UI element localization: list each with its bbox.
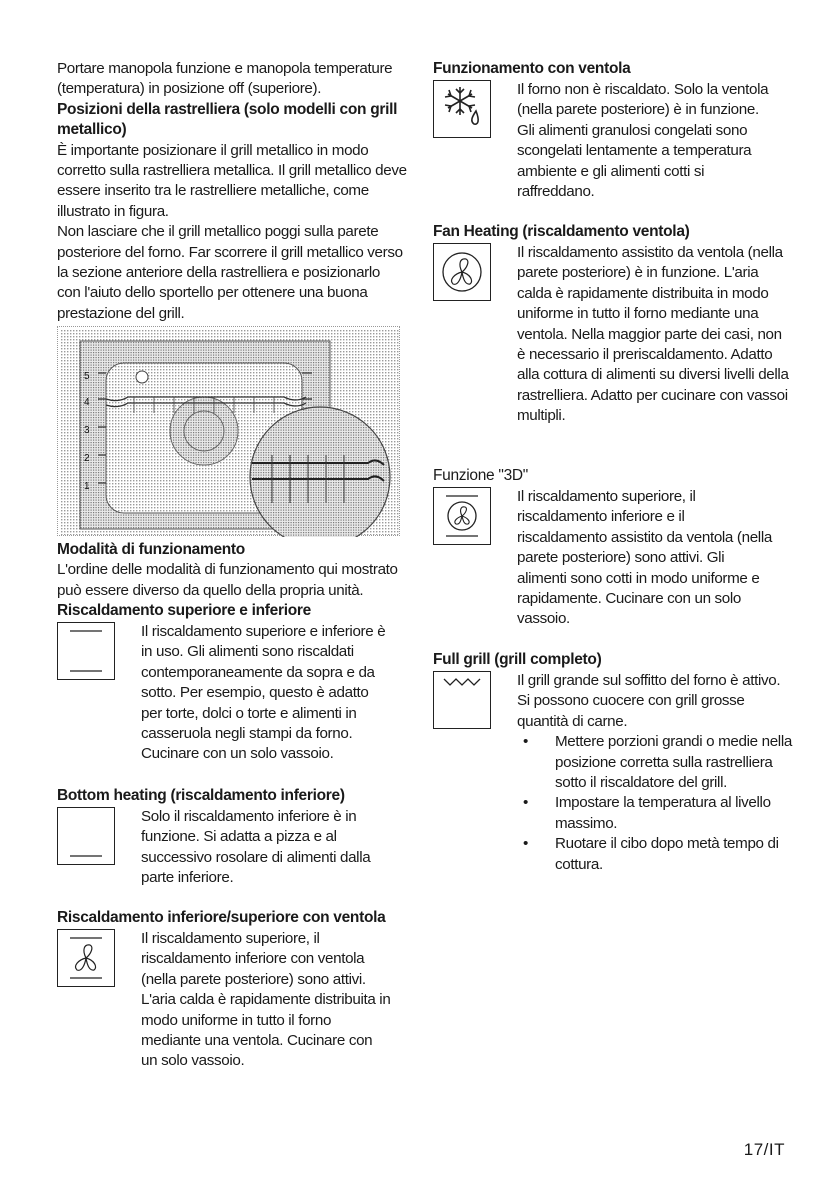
full-grill-icon: [433, 671, 491, 729]
fan-top-bottom-icon: [57, 929, 115, 987]
mode-top-bottom-fan: [57, 908, 407, 1078]
list-item: • Mettere porzioni grandi o medie nella posizione corretta sulla rastrelliera sotto il riscaldatore del grill.: [523, 733, 792, 792]
oven-rack-figure: [57, 326, 400, 536]
modes-intro-block: [57, 540, 407, 601]
mode-title: Bottom heating (riscaldamento inferiore): [57, 787, 345, 804]
mode-top-bottom-heating: [57, 601, 407, 771]
mode-title: Full grill (grill completo): [433, 651, 602, 668]
level-label: 2: [84, 453, 90, 464]
mode-full-grill: [433, 650, 793, 900]
fan-heating-icon: [433, 243, 491, 301]
mode-title: Riscaldamento inferiore/superiore con ventola: [57, 909, 386, 926]
rack-paragraph-2: Non lasciare che il grill metallico poggi sulla parete posteriore del forno. Far scorrere il grill metallico verso la sezione anteriore della rastrelliera e posizionarlo con l'aiuto dello sportello per ottenere una buona prestazione del grill.: [57, 223, 403, 322]
mode-fan-only: [433, 59, 783, 209]
level-label: 5: [84, 371, 90, 382]
mode-title: Funzionamento con ventola: [433, 60, 631, 77]
rack-heading: Posizioni della rastrelliera (solo modelli con grill metallico): [57, 100, 398, 139]
mode-3d: [433, 466, 783, 636]
mode-description: Il riscaldamento assistito da ventola (nella parete posteriore) è in funzione. L'aria calda è rapidamente distribuita in modo uniforme in tutto il forno mediante una ventola. Nella maggior parte dei casi, non è necessario il preriscaldamento. Adatto alla cottura di alimenti su diversi livelli della rastrelliera. Adatto per cucinare con vassoi multipli.: [517, 244, 789, 425]
mode-description: Il forno non è riscaldato. Solo la ventola (nella parete posteriore) è in funzione. Gli alimenti granulosi congelati sono scongelati lentamente a temperatura ambiente e gli alimenti cotti si raffreddano.: [517, 81, 769, 201]
left-column: [57, 59, 407, 324]
mode-title: Riscaldamento superiore e inferiore: [57, 602, 311, 619]
rack-paragraph-1: È importante posizionare il grill metallico in modo corretto sulla rastrelliera metallica. Il grill metallico deve essere inserito tra le rastrelliere metalliche, come illustrato in figura.: [57, 141, 407, 220]
mode-description: Il riscaldamento superiore, il riscaldamento inferiore con ventola (nella parete posteriore) sono attivi. L'aria calda è rapidamente distribuita in modo uniforme in tutto il forno mediante una ventola. Cucinare con un solo vassoio.: [141, 930, 391, 1070]
list-item: • Ruotare il cibo dopo metà tempo di cottura.: [523, 835, 779, 873]
level-label: 4: [84, 397, 90, 408]
3d-function-icon: [433, 487, 491, 545]
list-item: • Impostare la temperatura al livello massimo.: [523, 794, 771, 832]
level-label: 1: [84, 481, 90, 492]
snowflake-defrost-icon: [433, 80, 491, 138]
mode-description: Solo il riscaldamento inferiore è in funzione. Si adatta a pizza e al successivo rosolare di alimenti dalla parte inferiore.: [141, 808, 371, 887]
grill-tips-list: [517, 732, 793, 875]
mode-title: Funzione "3D": [433, 467, 528, 484]
mode-description: Il grill grande sul soffitto del forno è attivo. Si possono cuocere con grill grosse quantità di carne.: [517, 672, 781, 730]
mode-bottom-heating: [57, 786, 407, 896]
top-bottom-heat-icon: [57, 622, 115, 680]
intro-text: Portare manopola funzione e manopola temperature (temperatura) in posizione off (superiore).: [57, 60, 393, 98]
bottom-heat-icon: [57, 807, 115, 865]
mode-description: Il riscaldamento superiore e inferiore è in uso. Gli alimenti sono riscaldati contemporaneamente da sopra e da sotto. Per esempio, questo è adatto per torte, dolci o torte e alimenti in casseruola negli stampi da forno. Cucinare con un solo vassoio.: [141, 623, 386, 763]
mode-fan-heating: [433, 222, 793, 452]
mode-description: Il riscaldamento superiore, il riscaldamento inferiore e il riscaldamento assistito da ventola (nella parete posteriore) sono attivi. Gli alimenti sono cotti in modo uniforme e rapidamente. Cucinare con un solo vassoio.: [517, 488, 772, 628]
oven-illustration: [58, 327, 401, 537]
modes-heading: Modalità di funzionamento: [57, 541, 245, 558]
page-number: 17/IT: [743, 1140, 785, 1159]
modes-intro-text: L'ordine delle modalità di funzionamento qui mostrato può essere diverso da quello della propria unità.: [57, 561, 398, 599]
level-label: 3: [84, 425, 90, 436]
mode-title: Fan Heating (riscaldamento ventola): [433, 223, 690, 240]
